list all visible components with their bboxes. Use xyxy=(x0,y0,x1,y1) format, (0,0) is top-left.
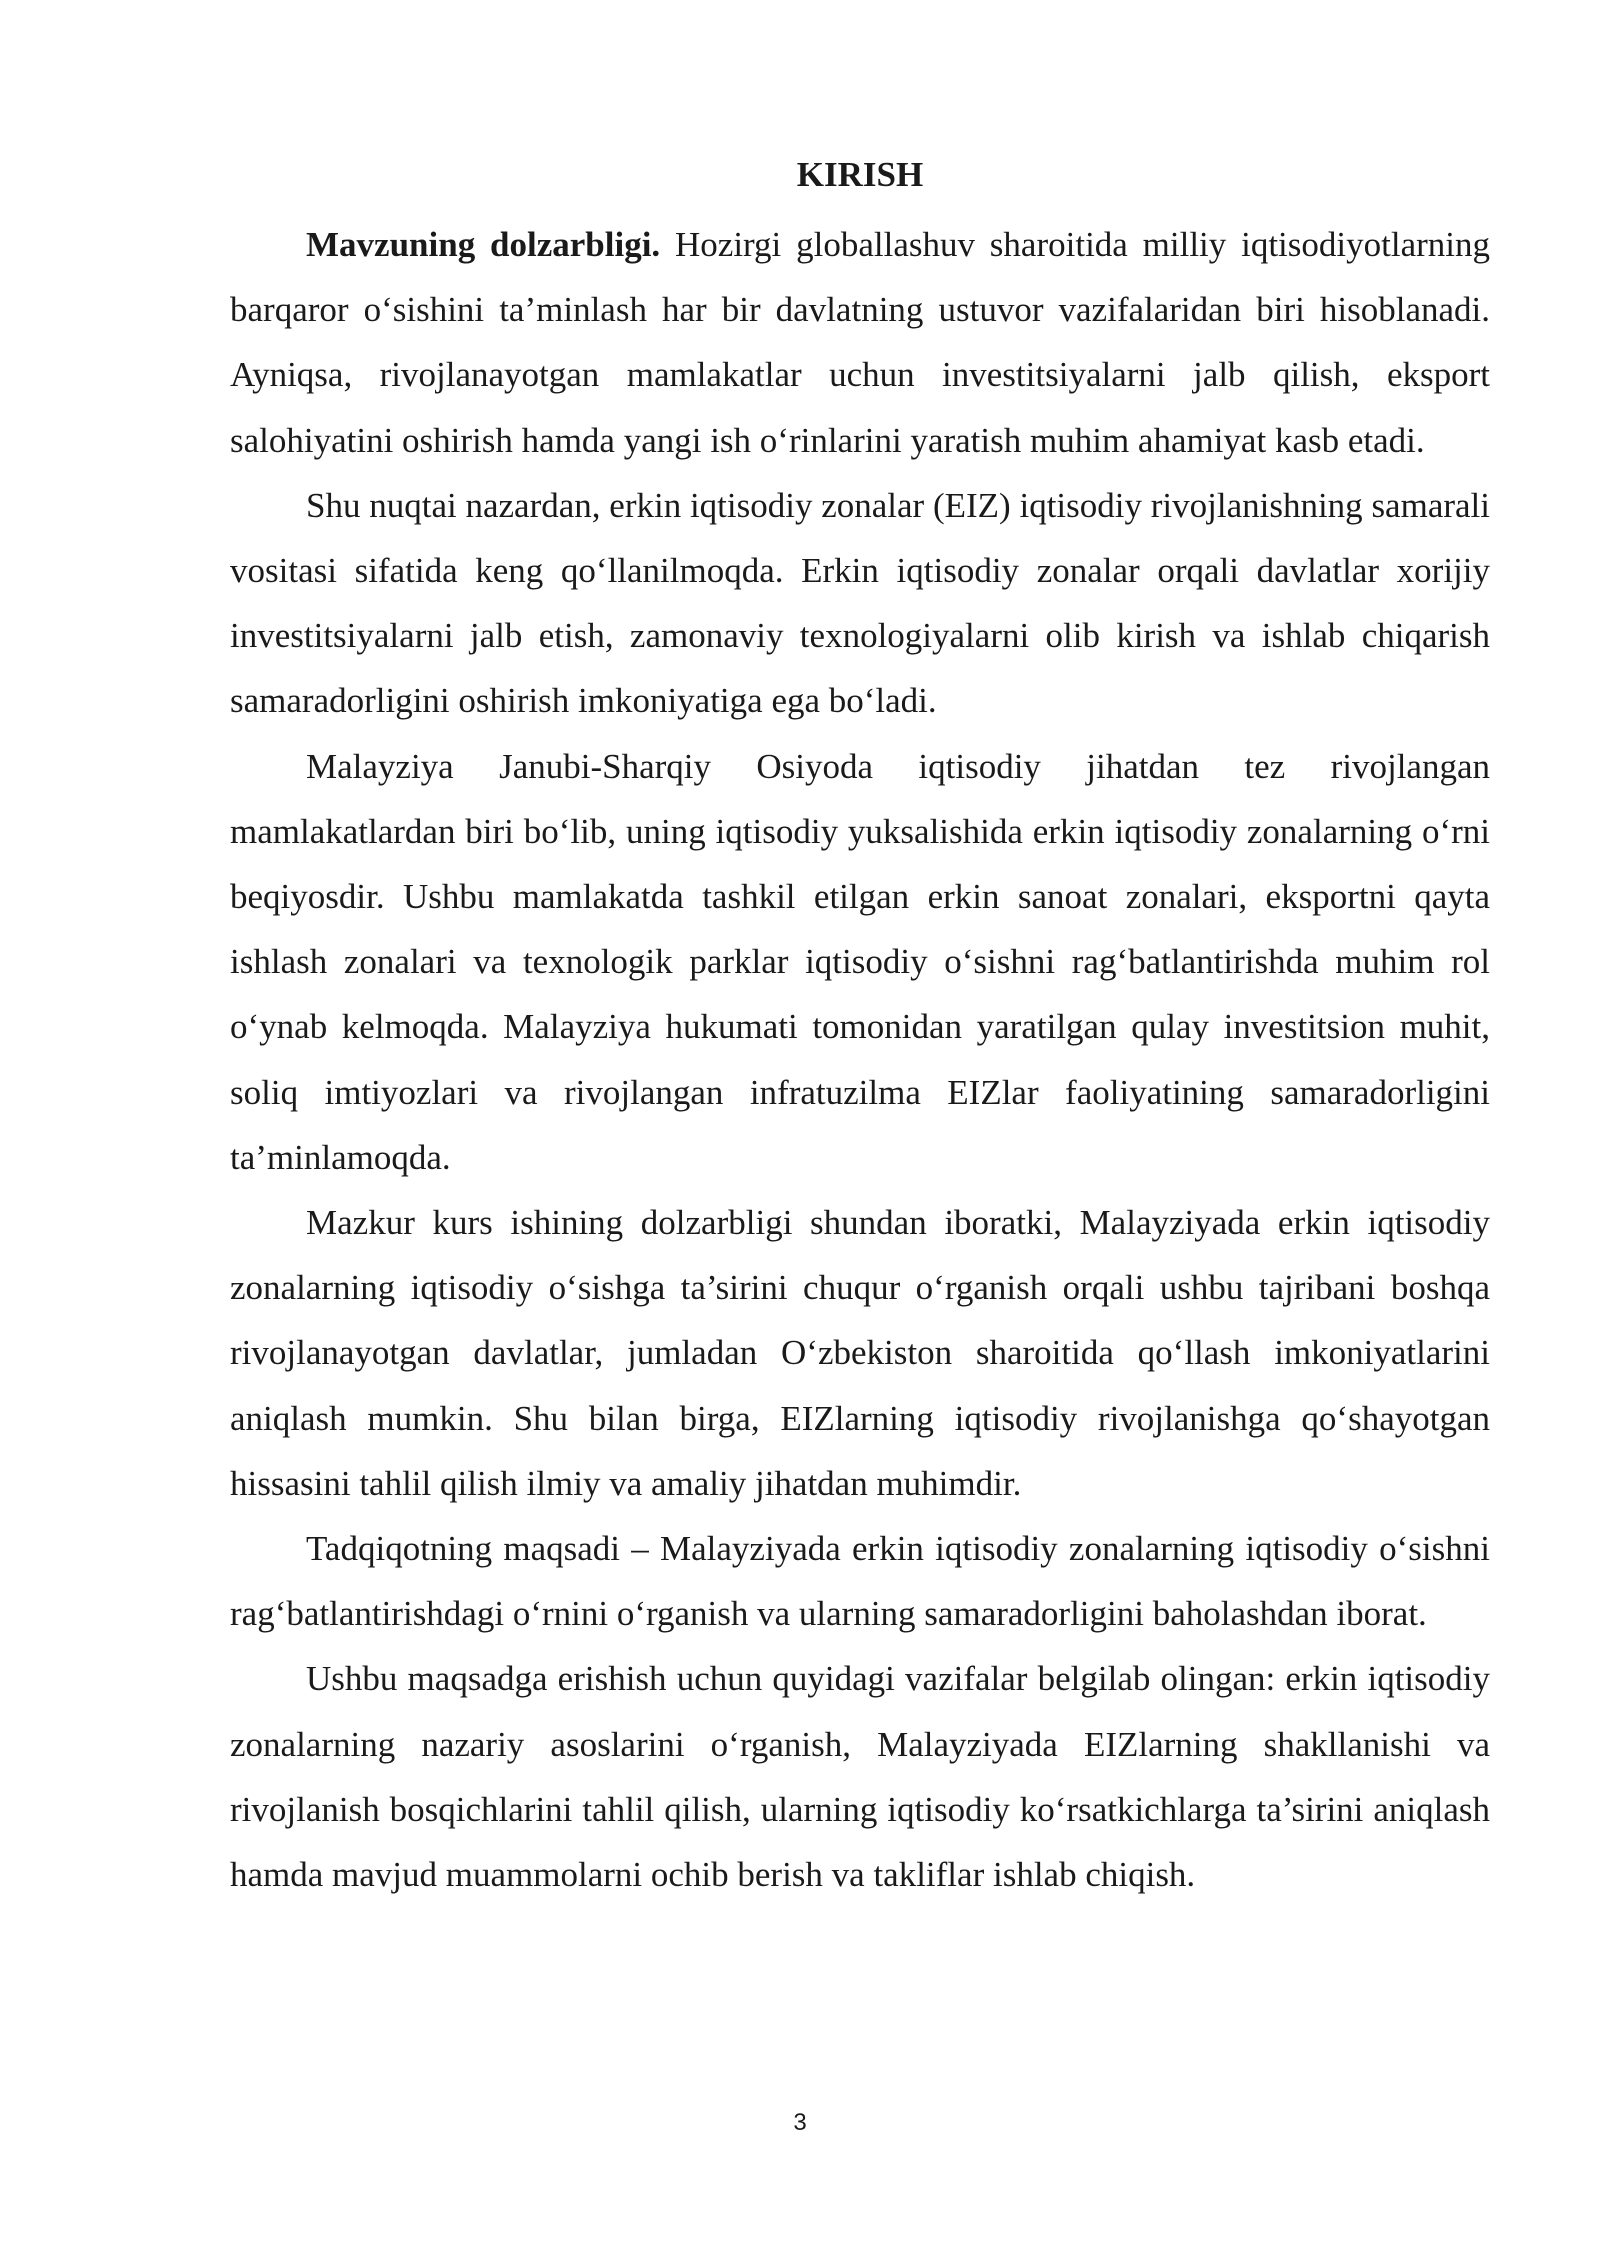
paragraph-research-goal: Tadqiqotning maqsadi – Malayziyada erkin iqtisodiy zonalarning iqtisodiy o‘sishni rag‘batlantirishdagi o‘rnini o‘rganish va ularning samaradorligini baholashdan iborat. xyxy=(230,1529,1490,1634)
page-number: 3 xyxy=(793,2109,807,2136)
page-content xyxy=(230,148,1490,1907)
paragraph-eiz-role: Shu nuqtai nazardan, erkin iqtisodiy zonalar (EIZ) iqtisodiy rivojlanishning samarali vositasi sifatida keng qo‘llanilmoqda. Erkin iqtisodiy zonalar orqali davlatlar xorijiy investitsiyalarni jalb etish, zamonaviy texnologiyalarni olib kirish va ishlab chiqarish samaradorligini oshirish imkoniyatiga ega bo‘ladi. xyxy=(230,485,1490,721)
paragraph-research-tasks: Ushbu maqsadga erishish uchun quyidagi vazifalar belgilab olingan: erkin iqtisodiy zonalarning nazariy asoslarini o‘rganish, Malayziyada EIZlarning shakllanishi va rivojlanish bosqichlarini tahlil qilish, ularning iqtisodiy ko‘rsatkichlarga ta’sirini aniqlash hamda mavjud muammolarni ochib berish va takliflar ishlab chiqish. xyxy=(230,1659,1490,1895)
paragraph-malaysia: Malayziya Janubi-Sharqiy Osiyoda iqtisodiy jihatdan tez rivojlangan mamlakatlardan biri bo‘lib, uning iqtisodiy yuksalishida erkin iqtisodiy zonalarning o‘rni beqiyosdir. Ushbu mamlakatda tashkil etilgan erkin sanoat zonalari, eksportni qayta ishlash zonalari va texnologik parklar iqtisodiy o‘sishni rag‘batlantirishda muhim rol o‘ynab kelmoqda. Malayziya hukumati tomonidan yaratilgan qulay investitsion muhit, soliq imtiyozlari va rivojlangan infratuzilma EIZlar faoliyatining samaradorligini ta’minlamoqda. xyxy=(230,746,1490,1177)
paragraph-text: Hozirgi globallashuv sharoitida milliy iqtisodiyotlarning barqaror o‘sishini ta’minlash har bir davlatning ustuvor vazifalaridan biri hisoblanadi. Ayniqsa, rivojlanayotgan mamlakatlar uchun investitsiyalarni jalb qilish, eksport salohiyatini oshirish hamda yangi ish o‘rinlarini yaratish muhim ahamiyat kasb etadi. xyxy=(230,225,1490,460)
paragraph-relevance xyxy=(230,212,1490,473)
page-heading: KIRISH xyxy=(796,155,924,194)
paragraph-course-relevance: Mazkur kurs ishining dolzarbligi shundan iboratki, Malayziyada erkin iqtisodiy zonalarning iqtisodiy o‘sishga ta’sirini chuqur o‘rganish orqali ushbu tajribani boshqa rivojlanayotgan davlatlar, jumladan O‘zbekiston sharoitida qo‘llash imkoniyatlarini aniqlash mumkin. Shu bilan birga, EIZlarning iqtisodiy rivojlanishga qo‘shayotgan hissasini tahlil qilish ilmiy va amaliy jihatdan muhimdir. xyxy=(230,1203,1490,1503)
paragraph-lead: Mavzuning dolzarbligi. xyxy=(306,225,661,264)
